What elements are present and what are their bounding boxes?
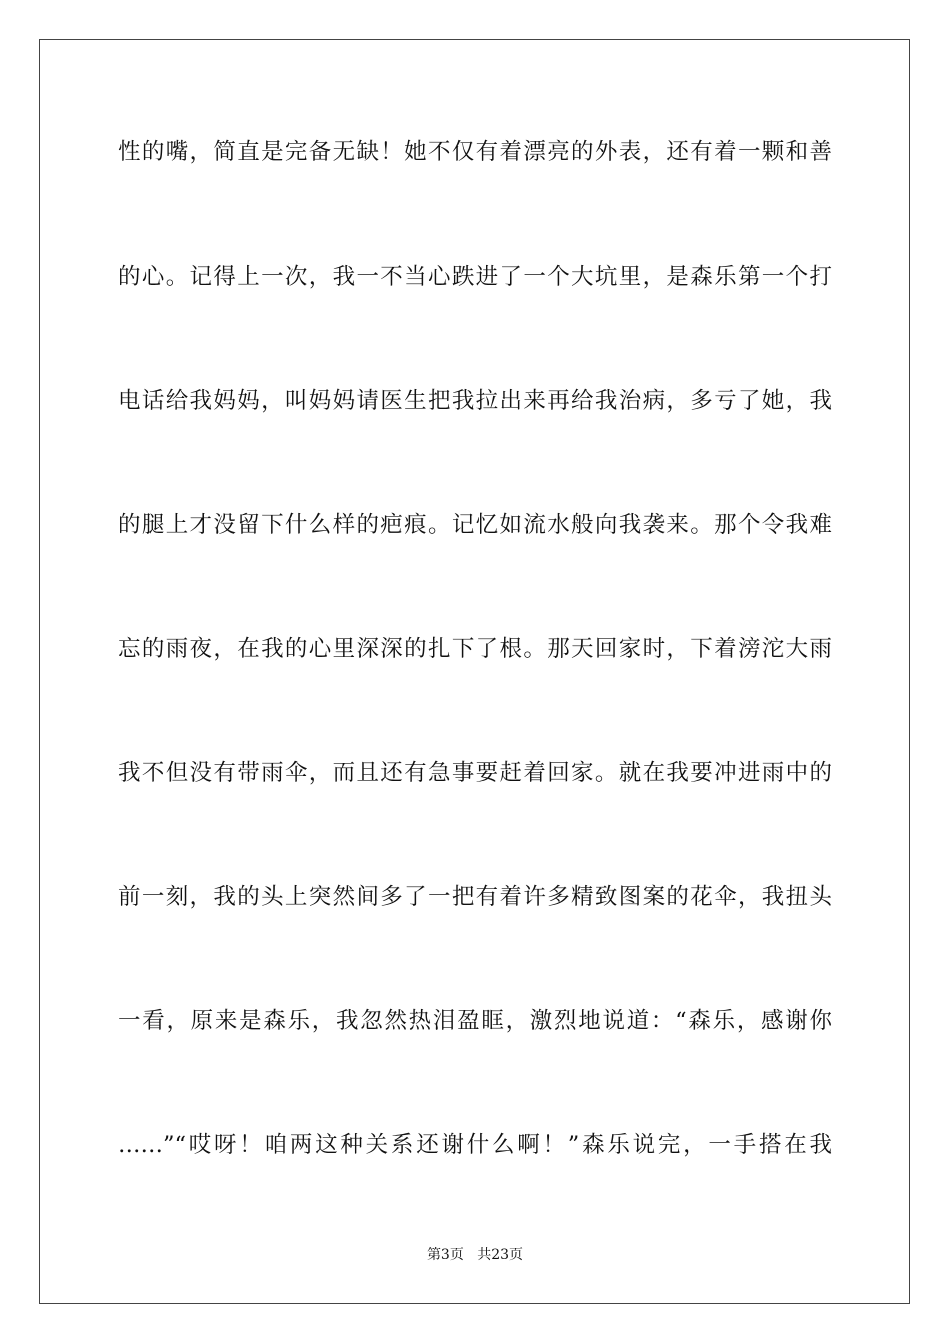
text-line-8: 一看，原来是森乐，我忽然热泪盈眶，激烈地说道：“森乐，感谢你 — [118, 1008, 832, 1034]
page-total: 共23页 — [477, 1247, 524, 1263]
text-line-9: ……”“哎呀！咱两这种关系还谢什么啊！”森乐说完，一手搭在我 — [118, 1132, 832, 1158]
text-line-1: 性的嘴，简直是完备无缺！她不仅有着漂亮的外表，还有着一颗和善 — [118, 139, 832, 165]
text-line-5: 忘的雨夜，在我的心里深深的扎下了根。那天回家时，下着滂沱大雨 — [118, 636, 832, 662]
text-line-7: 前一刻，我的头上突然间多了一把有着许多精致图案的花伞，我扭头 — [118, 884, 832, 910]
text-line-3: 电话给我妈妈，叫妈妈请医生把我拉出来再给我治病，多亏了她，我 — [118, 388, 832, 414]
text-line-4: 的腿上才没留下什么样的疤痕。记忆如流水般向我袭来。那个令我难 — [118, 512, 832, 538]
page-footer — [0, 1245, 950, 1265]
page-border — [39, 39, 910, 1304]
page-number: 第3页 — [426, 1247, 464, 1263]
text-line-6: 我不但没有带雨伞，而且还有急事要赶着回家。就在我要冲进雨中的 — [118, 760, 832, 786]
text-line-2: 的心。记得上一次，我一不当心跌进了一个大坑里，是森乐第一个打 — [118, 264, 832, 290]
